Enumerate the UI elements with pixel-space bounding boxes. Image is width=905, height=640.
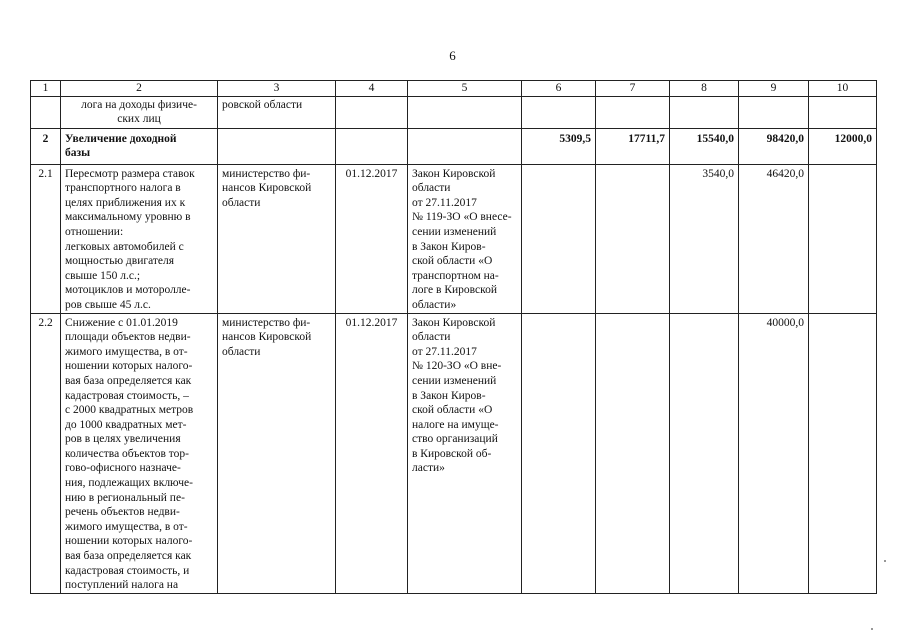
executor-cell [218, 96, 336, 128]
date-cell: 01.12.2017 [336, 313, 408, 593]
executor-line: министерство фи- [222, 167, 311, 180]
column-header: 10 [809, 81, 877, 97]
measure-line: ров в целях увеличения [65, 433, 181, 446]
scan-speck [884, 560, 886, 562]
executor-cell [218, 128, 336, 164]
date-cell [336, 96, 408, 128]
act-cell [408, 164, 522, 313]
measure-cell [61, 313, 218, 593]
value-cell: 5309,5 [522, 128, 596, 164]
value-cell [522, 164, 596, 313]
table-row [31, 313, 877, 593]
act-line: сении изменений [412, 374, 497, 387]
executor-line: ровской области [222, 98, 303, 111]
act-line: области [412, 331, 451, 344]
value-cell: 98420,0 [739, 128, 809, 164]
act-line: логе в Кировской [412, 284, 498, 297]
measure-cell [61, 164, 218, 313]
measure-line: Увеличение доходной [65, 132, 177, 145]
act-line: области [412, 182, 451, 195]
value-cell [809, 96, 877, 128]
value-cell [596, 164, 670, 313]
measure-line: целях приближения их к [65, 196, 186, 209]
measures-table [30, 80, 877, 594]
measure-line: ношении которых налого- [65, 535, 193, 548]
measure-line: свыше 150 л.с.; [65, 269, 141, 282]
act-cell [408, 96, 522, 128]
measure-line: количества объектов тор- [65, 447, 189, 460]
measure-line: жимого имущества, в от- [65, 345, 188, 358]
table-row [31, 96, 877, 128]
value-cell [670, 313, 739, 593]
act-line: ской области «О [412, 255, 493, 268]
measure-line: вая база определяется как [65, 374, 192, 387]
executor-line: нансов Кировской [222, 182, 312, 195]
table-row [31, 128, 877, 164]
row-number: 2.2 [31, 313, 61, 593]
act-line: № 120-ЗО «О вне- [412, 360, 502, 373]
measure-line: кадастровая стоимость, и [65, 564, 190, 577]
act-line: от 27.11.2017 [412, 345, 477, 358]
act-line: № 119-ЗО «О внесе- [412, 211, 512, 224]
executor-cell [218, 164, 336, 313]
measure-line: отношении: [65, 225, 124, 238]
measure-line: ния, подлежащих включе- [65, 477, 193, 490]
column-header: 1 [31, 81, 61, 97]
act-line: ской области «О [412, 404, 493, 417]
act-line: Закон Кировской [412, 167, 496, 180]
value-cell: 17711,7 [596, 128, 670, 164]
measure-line: базы [65, 147, 91, 160]
measure-line: мощностью двигателя [65, 255, 175, 268]
scan-speck [871, 628, 873, 630]
column-header: 6 [522, 81, 596, 97]
measure-line: кадастровая стоимость, – [65, 389, 189, 402]
column-header: 8 [670, 81, 739, 97]
date-cell [336, 128, 408, 164]
value-cell [596, 96, 670, 128]
row-number [31, 96, 61, 128]
column-header: 9 [739, 81, 809, 97]
value-cell: 40000,0 [739, 313, 809, 593]
value-cell [739, 96, 809, 128]
measure-line: ношении которых налого- [65, 360, 193, 373]
executor-line: области [222, 196, 261, 209]
measure-line: до 1000 квадратных мет- [65, 418, 187, 431]
column-header: 4 [336, 81, 408, 97]
page-number: 6 [449, 48, 456, 63]
measure-line: жимого имущества, в от- [65, 520, 188, 533]
act-line: области» [412, 298, 457, 311]
measure-line: лога на доходы физиче- [81, 98, 197, 111]
column-header: 2 [61, 81, 218, 97]
act-line: сении изменений [412, 225, 497, 238]
row-number: 2 [31, 128, 61, 164]
value-cell: 46420,0 [739, 164, 809, 313]
act-line: ство организаций [412, 433, 498, 446]
value-cell [522, 313, 596, 593]
measure-line: легковых автомобилей с [65, 240, 184, 253]
column-header: 7 [596, 81, 670, 97]
column-header: 5 [408, 81, 522, 97]
measure-line: ских лиц [117, 113, 161, 126]
value-cell: 3540,0 [670, 164, 739, 313]
value-cell: 12000,0 [809, 128, 877, 164]
act-line: от 27.11.2017 [412, 196, 477, 209]
measure-line: речень объектов недви- [65, 506, 180, 519]
value-cell [522, 96, 596, 128]
measure-cell [61, 96, 218, 128]
column-header: 3 [218, 81, 336, 97]
act-line: транспортном на- [412, 269, 499, 282]
measure-line: транспортного налога в [65, 182, 181, 195]
header-row [31, 81, 877, 97]
executor-line: министерство фи- [222, 316, 311, 329]
measure-line: с 2000 квадратных метров [65, 404, 194, 417]
executor-line: области [222, 345, 261, 358]
act-line: в Кировской об- [412, 447, 492, 460]
measure-line: нию в региональный пе- [65, 491, 185, 504]
table-row [31, 164, 877, 313]
measure-line: мотоциклов и мотороллe- [65, 284, 191, 297]
act-line: в Закон Киров- [412, 240, 486, 253]
act-cell [408, 128, 522, 164]
value-cell [670, 96, 739, 128]
measure-line: Пересмотр размера ставок [65, 167, 195, 180]
measure-line: вая база определяется как [65, 550, 192, 563]
act-line: налоге на имуще- [412, 418, 499, 431]
row-number: 2.1 [31, 164, 61, 313]
date-cell: 01.12.2017 [336, 164, 408, 313]
value-cell [809, 313, 877, 593]
value-cell [596, 313, 670, 593]
act-line: Закон Кировской [412, 316, 496, 329]
measure-line: ров свыше 45 л.с. [65, 298, 151, 311]
value-cell: 15540,0 [670, 128, 739, 164]
measure-cell [61, 128, 218, 164]
measure-line: Снижение с 01.01.2019 [65, 316, 178, 329]
act-line: в Закон Киров- [412, 389, 486, 402]
act-cell [408, 313, 522, 593]
measure-line: поступлений налога на [65, 579, 179, 592]
measure-line: гово-офисного назначе- [65, 462, 181, 475]
executor-line: нансов Кировской [222, 331, 312, 344]
value-cell [809, 164, 877, 313]
executor-cell [218, 313, 336, 593]
measure-line: максимальному уровню в [65, 211, 191, 224]
act-line: ласти» [412, 462, 445, 475]
measure-line: площади объектов недви- [65, 331, 191, 344]
